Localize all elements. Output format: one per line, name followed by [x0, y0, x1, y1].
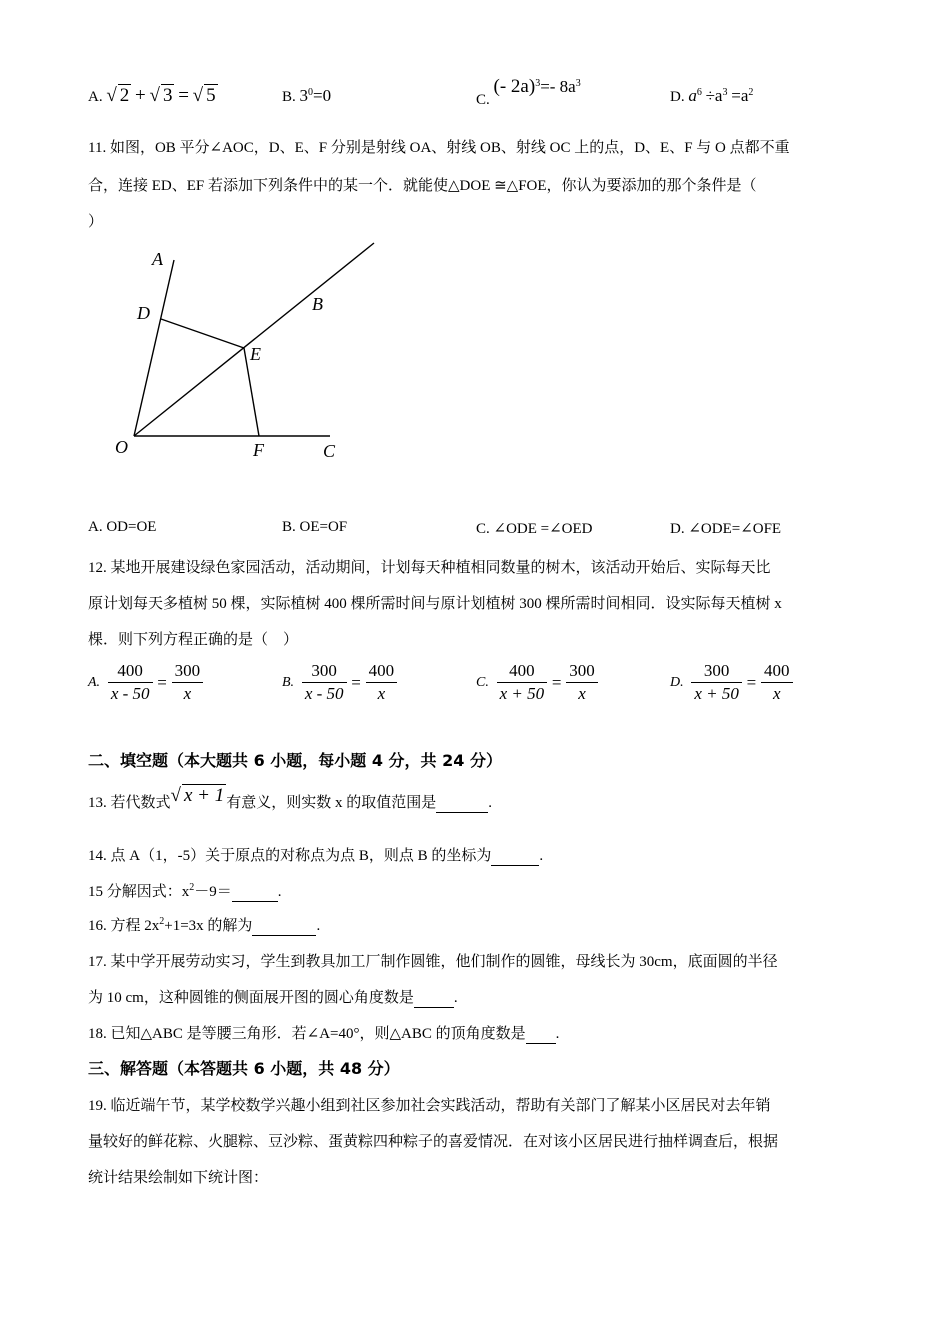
q13-prefix: 13. 若代数式 [88, 795, 171, 811]
answer-blank [526, 1026, 556, 1044]
q17-line-1: 17. 某中学开展劳动实习，学生到教具加工厂制作圆锥，他们制作的圆锥，母线长为 30cm，底面圆的半径 [88, 954, 778, 970]
divide-term: ÷a [705, 86, 723, 105]
q11-option-a: A. OD=OE [88, 519, 157, 535]
period: . [488, 795, 492, 811]
q16-prefix: 16. 方程 2x [88, 918, 160, 934]
answer-blank [491, 848, 539, 866]
denominator: x - 50 [304, 684, 344, 703]
label-o: O [115, 437, 128, 457]
q13: 13. 若代数式√ x + 1 有意义，则实数 x 的取值范围是 . [88, 785, 492, 811]
numerator: 300 [172, 660, 204, 683]
exponent: 3 [722, 87, 728, 98]
denominator: x + 50 [499, 684, 545, 703]
exponent: 2 [159, 916, 165, 927]
section-2-title: 二、填空题（本大题共 6 小题，每小题 4 分，共 24 分） [88, 751, 502, 770]
option-label: B. [282, 674, 295, 690]
q12-option-c [476, 660, 598, 710]
q12-line-1: 12. 某地开展建设绿色家园活动，活动期间，计划每天种植相同数量的树木，该活动开始后、实际每天比 [88, 560, 771, 576]
q15-suffix: －9＝ [194, 884, 232, 900]
q13-radicand: x + 1 [183, 785, 225, 806]
label-d: D [137, 303, 150, 323]
fraction [691, 660, 742, 705]
expression-right: =- 8a [540, 77, 576, 96]
label-a: A [152, 249, 163, 269]
numerator: 400 [761, 660, 793, 683]
q14 [88, 844, 868, 866]
option-label: A. [88, 89, 103, 105]
radicand: 5 [206, 85, 216, 106]
answer-blank [414, 990, 454, 1008]
q10-option-d [670, 86, 753, 106]
q17-text: 为 10 cm，这种圆锥的侧面展开图的圆心角度数是 [88, 990, 414, 1006]
fraction [172, 660, 204, 705]
q12-line-3: 棵．则下列方程正确的是（ ） [88, 632, 299, 648]
section-3-title: 三、解答题（本答题共 6 小题，共 48 分） [88, 1059, 400, 1078]
q11-figure [100, 235, 390, 470]
exponent: 6 [696, 87, 702, 98]
numerator: 300 [566, 660, 598, 683]
q10-option-b [282, 86, 331, 106]
q14-text: 14. 点 A（1，-5）关于原点的对称点为点 B，则点 B 的坐标为 [88, 848, 492, 864]
radicand: 3 [162, 85, 173, 106]
label-e: E [250, 344, 261, 364]
option-label: C. [476, 92, 490, 108]
label-b: B [312, 294, 323, 314]
variable: a [688, 86, 697, 105]
equals-sign: = [746, 672, 757, 692]
numerator: 400 [366, 660, 398, 683]
fraction [761, 660, 793, 705]
answer-blank [252, 918, 316, 936]
q15 [88, 880, 868, 902]
expression-rest: =0 [313, 86, 332, 105]
q19-line-3: 统计结果绘制如下统计图： [88, 1170, 269, 1186]
q19-line-2: 量较好的鲜花粽、火腿粽、豆沙粽、蛋黄粽四种粽子的喜爱情况．在对该小区居民进行抽样调查后，根据 [88, 1134, 779, 1150]
q11-option-c: C. ∠ODE =∠OED [476, 521, 593, 537]
period: . [277, 884, 282, 900]
equals-sign: = [551, 672, 562, 692]
q18-text: 18. 已知△ABC 是等腰三角形．若∠A=40°，则△ABC 的顶角度数是 [88, 1026, 526, 1042]
radicand: 2 [119, 85, 130, 106]
numerator: 300 [302, 660, 347, 683]
option-label: B. [282, 89, 296, 105]
equals-sign: = [157, 672, 167, 692]
q18 [88, 1022, 868, 1044]
q11-line-3: ） [88, 214, 104, 230]
answer-blank [436, 795, 488, 813]
q12-option-a [88, 660, 203, 710]
exponent: 2 [748, 87, 754, 98]
denominator: x [183, 684, 192, 703]
equals-sign: = [351, 672, 361, 692]
period: . [539, 848, 544, 864]
answer-blank [232, 884, 278, 902]
q10-option-a: A. √ 2 + √ 3 = √ 5 [88, 85, 216, 106]
option-label: D. [670, 674, 684, 690]
q11-line-1: 11. 如图，OB 平分∠AOC，D、E、F 分别是射线 OA、射线 OB、射线 OC 上的点，D、E、F 与 O 点都不重 [88, 140, 790, 156]
q16-suffix: +1=3x 的解为 [164, 918, 253, 934]
q16 [88, 914, 868, 936]
label-c: C [323, 441, 336, 461]
ray-oa [134, 260, 174, 436]
equals-sign: = [178, 85, 189, 106]
q11-option-b: B. OE=OF [282, 519, 348, 535]
fraction [366, 660, 398, 705]
exponent: 2 [189, 882, 195, 893]
q11-line-2: 合，连接 ED、EF 若添加下列条件中的某一个．就能使△DOE ≅△FOE，你认为要添加的那个条件是（ [88, 178, 757, 194]
period: . [555, 1026, 560, 1042]
exponent: 3 [535, 78, 541, 89]
result-term: =a [731, 86, 749, 105]
plus-sign: + [135, 85, 146, 106]
exponent: 3 [575, 78, 581, 89]
option-label: C. [476, 674, 489, 690]
period: . [453, 990, 458, 1006]
label-f: F [253, 440, 264, 460]
numerator: 300 [691, 660, 742, 683]
q12-option-d [670, 660, 793, 710]
fraction [566, 660, 598, 705]
segment-de [161, 319, 244, 348]
exponent: 0 [308, 87, 314, 98]
option-label: A. [88, 674, 101, 690]
denominator: x + 50 [694, 684, 739, 703]
q12-line-2: 原计划每天多植树 50 棵，实际植树 400 棵所需时间与原计划植树 300 棵所需时间相同．设实际每天植树 x [88, 596, 782, 612]
fraction [302, 660, 347, 705]
q17-line-2 [88, 986, 868, 1008]
period: . [316, 918, 321, 934]
denominator: x [578, 684, 586, 703]
fraction [108, 660, 153, 705]
fraction [497, 660, 548, 705]
q11-option-d: D. ∠ODE=∠OFE [670, 521, 782, 537]
numerator: 400 [497, 660, 548, 683]
q15-prefix: 15 分解因式：x [88, 884, 190, 900]
option-label: D. [670, 89, 685, 105]
denominator: x - 50 [110, 684, 150, 703]
denominator: x [377, 684, 386, 703]
numerator: 400 [108, 660, 153, 683]
expression-left: (- 2a) [493, 76, 536, 97]
q12-option-b [282, 660, 397, 710]
q13-suffix: 有意义，则实数 x 的取值范围是 [226, 795, 437, 811]
q19-line-1: 19. 临近端午节，某学校数学兴趣小组到社区参加社会实践活动，帮助有关部门了解某小区居民对去年销 [88, 1098, 771, 1114]
q10-option-c [476, 76, 581, 108]
denominator: x [772, 684, 781, 703]
base: 3 [299, 86, 309, 105]
